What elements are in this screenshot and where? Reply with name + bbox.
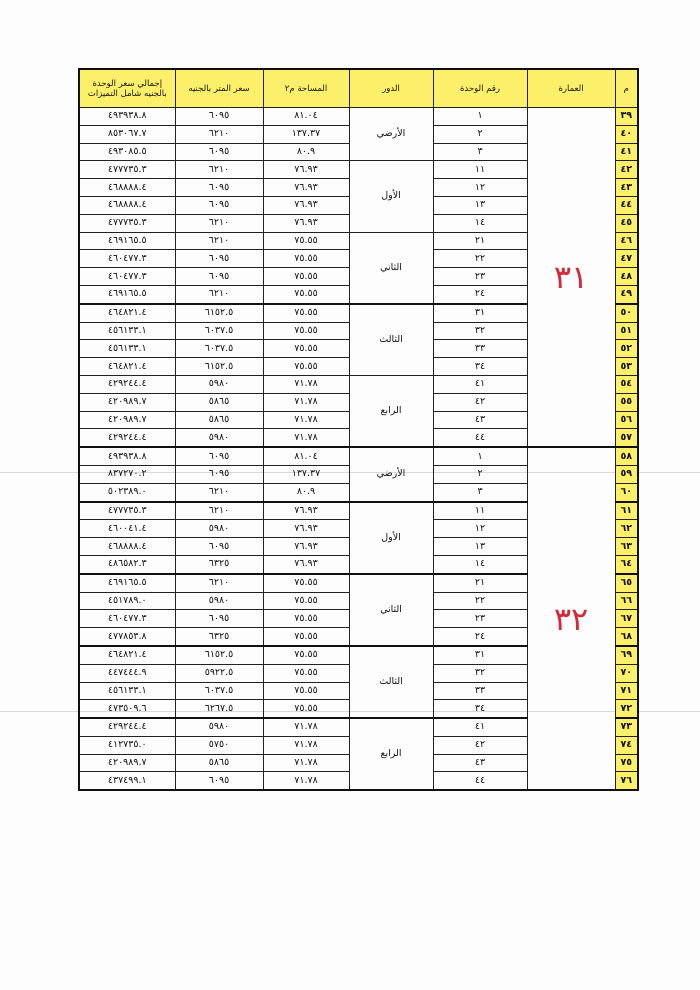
cell-unit-no: ٢٣: [433, 610, 527, 628]
cell-area: ٧١.٧٨: [263, 754, 349, 772]
cell-meter-price: ٦٢١٠: [175, 502, 263, 520]
cell-unit-no: ٤٢: [433, 393, 527, 411]
cell-unit-no: ٢٤: [433, 628, 527, 646]
cell-unit-no: ٣٣: [433, 340, 527, 358]
cell-m: ٧٤: [615, 736, 638, 754]
cell-area: ٧١.٧٨: [263, 772, 349, 790]
cell-area: ٧٦.٩٣: [263, 179, 349, 197]
cell-area: ٧٥.٥٥: [263, 628, 349, 646]
cell-total: ٤٢٠٩٨٩.٧: [79, 754, 175, 772]
cell-meter-price: ٦٠٣٧.٥: [175, 322, 263, 340]
cell-area: ٧٥.٥٥: [263, 682, 349, 700]
cell-total: ٤٥٦١٣٣.١: [79, 322, 175, 340]
cell-floor: الثالث: [349, 646, 433, 718]
header-row: [79, 69, 638, 108]
cell-meter-price: ٦٢١٠: [175, 125, 263, 143]
cell-unit-no: ٢١: [433, 574, 527, 592]
cell-area: ٧٦.٩٣: [263, 520, 349, 538]
cell-area: ٧٥.٥٥: [263, 250, 349, 268]
cell-area: ٧٥.٥٥: [263, 285, 349, 303]
cell-area: ٧٥.٥٥: [263, 646, 349, 664]
cell-area: ٧٦.٩٣: [263, 538, 349, 556]
cell-area: ٧٥.٥٥: [263, 574, 349, 592]
cell-building: ٣١: [527, 108, 615, 448]
cell-m: ٦٩: [615, 646, 638, 664]
cell-m: ٤٤: [615, 196, 638, 214]
cell-total: ٤٦٨٨٨٨.٤: [79, 179, 175, 197]
cell-meter-price: ٦٢١٠: [175, 232, 263, 250]
cell-m: ٤٦: [615, 232, 638, 250]
cell-total: ٤٢٩٢٤٤.٤: [79, 429, 175, 447]
cell-area: ٨١.٠٤: [263, 108, 349, 126]
cell-meter-price: ٦٢١٠: [175, 161, 263, 179]
header-meter-price: سعر المتر بالجنيه: [175, 69, 263, 108]
cell-unit-no: ٤٢: [433, 736, 527, 754]
cell-area: ٧٥.٥٥: [263, 610, 349, 628]
cell-unit-no: ٤٤: [433, 772, 527, 790]
cell-meter-price: ٦٢١٠: [175, 574, 263, 592]
cell-area: ٧٥.٥٥: [263, 322, 349, 340]
cell-m: ٦٧: [615, 610, 638, 628]
cell-meter-price: ٦٠٩٥: [175, 268, 263, 286]
cell-unit-no: ٤٤: [433, 429, 527, 447]
cell-total: ٤٢٠٩٨٩.٧: [79, 411, 175, 429]
cell-m: ٦٢: [615, 520, 638, 538]
cell-meter-price: ٥٩٢٢.٥: [175, 664, 263, 682]
cell-m: ٣٩: [615, 108, 638, 126]
cell-total: ٨٣٧٢٧٠.٢: [79, 465, 175, 483]
cell-total: ٨٥٣٠٦٧.٧: [79, 125, 175, 143]
cell-unit-no: ١٣: [433, 538, 527, 556]
cell-unit-no: ٢٤: [433, 285, 527, 303]
cell-total: ٤٨٦٥٨٢.٣: [79, 555, 175, 573]
cell-area: ٧٥.٥٥: [263, 700, 349, 718]
cell-area: ٧٦.٩٣: [263, 555, 349, 573]
cell-area: ٨٠.٩: [263, 143, 349, 161]
cell-total: ٤٥٦١٣٣.١: [79, 682, 175, 700]
cell-meter-price: ٦٠٩٥: [175, 538, 263, 556]
cell-total: ٤٩٣٠٨٥.٥: [79, 143, 175, 161]
cell-meter-price: ٦٠٩٥: [175, 179, 263, 197]
cell-floor: الأول: [349, 161, 433, 232]
cell-area: ٨١.٠٤: [263, 447, 349, 465]
cell-floor: الأرضي: [349, 447, 433, 501]
cell-meter-price: ٥٩٨٠: [175, 718, 263, 736]
cell-m: ٦٨: [615, 628, 638, 646]
cell-unit-no: ٣٣: [433, 682, 527, 700]
cell-area: ٨٠.٩: [263, 483, 349, 501]
cell-m: ٤٣: [615, 179, 638, 197]
cell-meter-price: ٦٠٣٧.٥: [175, 682, 263, 700]
cell-total: ٤٢٩٢٤٤.٤: [79, 718, 175, 736]
header-m: م: [615, 69, 638, 108]
cell-unit-no: ٤١: [433, 375, 527, 393]
cell-total: ٤٥٦١٣٣.١: [79, 340, 175, 358]
cell-meter-price: ٦٣٢٥: [175, 628, 263, 646]
cell-total: ٤٦٩١٦٥.٥: [79, 232, 175, 250]
cell-area: ٧٥.٥٥: [263, 358, 349, 376]
cell-unit-no: ٣: [433, 483, 527, 501]
cell-meter-price: ٥٩٨٠: [175, 429, 263, 447]
table-row: [79, 108, 638, 126]
cell-total: ٤٦٠٤٧٧.٣: [79, 250, 175, 268]
cell-m: ٤٥: [615, 214, 638, 232]
cell-area: ٧١.٧٨: [263, 429, 349, 447]
price-table: [78, 68, 639, 791]
cell-total: ٤٦٠٤٧٧.٣: [79, 610, 175, 628]
cell-m: ٤٢: [615, 161, 638, 179]
header-building: العمارة: [527, 69, 615, 108]
header-floor: الدور: [349, 69, 433, 108]
cell-unit-no: ٣٢: [433, 322, 527, 340]
cell-meter-price: ٥٩٨٠: [175, 592, 263, 610]
cell-m: ٧١: [615, 682, 638, 700]
cell-m: ٧٦: [615, 772, 638, 790]
cell-m: ٥٢: [615, 340, 638, 358]
cell-unit-no: ٢٢: [433, 250, 527, 268]
cell-m: ٧٠: [615, 664, 638, 682]
cell-meter-price: ٦٠٩٥: [175, 250, 263, 268]
cell-m: ٥١: [615, 322, 638, 340]
cell-m: ٦١: [615, 502, 638, 520]
cell-building: ٣٢: [527, 447, 615, 790]
cell-floor: الرابع: [349, 375, 433, 447]
cell-area: ٧٥.٥٥: [263, 664, 349, 682]
cell-total: ٤٧٧٧٣٥.٣: [79, 161, 175, 179]
cell-unit-no: ١٢: [433, 520, 527, 538]
cell-meter-price: ٥٩٨٠: [175, 375, 263, 393]
cell-total: ٤٦٤٨٢١.٤: [79, 358, 175, 376]
cell-total: ٤٩٣٩٣٨.٨: [79, 447, 175, 465]
cell-unit-no: ١٤: [433, 555, 527, 573]
cell-unit-no: ١١: [433, 161, 527, 179]
cell-meter-price: ٥٨٦٥: [175, 393, 263, 411]
cell-area: ١٣٧.٣٧: [263, 125, 349, 143]
cell-area: ٧٥.٥٥: [263, 340, 349, 358]
header-area: المساحة م٢: [263, 69, 349, 108]
cell-meter-price: ٦٣٢٥: [175, 555, 263, 573]
cell-total: ٤٦٠٤٧٧.٣: [79, 268, 175, 286]
cell-unit-no: ١٣: [433, 196, 527, 214]
cell-m: ٦٤: [615, 555, 638, 573]
cell-meter-price: ٦٠٩٥: [175, 465, 263, 483]
cell-floor: الثاني: [349, 232, 433, 304]
cell-m: ٥٨: [615, 447, 638, 465]
cell-meter-price: ٥٨٦٥: [175, 411, 263, 429]
cell-total: ٤٢٠٩٨٩.٧: [79, 393, 175, 411]
cell-m: ٤٩: [615, 285, 638, 303]
cell-total: ٤٦٩١٦٥.٥: [79, 285, 175, 303]
cell-m: ٥٠: [615, 304, 638, 322]
header-total: إجمالي سعر الوحدة بالجنيه شامل التميزات: [79, 69, 175, 108]
cell-meter-price: ٦١٥٢.٥: [175, 358, 263, 376]
cell-meter-price: ٦٢١٠: [175, 285, 263, 303]
cell-area: ٧٥.٥٥: [263, 232, 349, 250]
cell-m: ٦٣: [615, 538, 638, 556]
cell-area: ٧٦.٩٣: [263, 502, 349, 520]
cell-total: ٤٦٤٨٢١.٤: [79, 646, 175, 664]
cell-m: ٧٥: [615, 754, 638, 772]
cell-meter-price: ٦٠٩٥: [175, 143, 263, 161]
cell-m: ٧٣: [615, 718, 638, 736]
cell-meter-price: ٦٠٣٧.٥: [175, 340, 263, 358]
cell-meter-price: ٦٠٩٥: [175, 108, 263, 126]
cell-area: ٧٦.٩٣: [263, 196, 349, 214]
cell-meter-price: ٥٧٥٠: [175, 736, 263, 754]
cell-floor: الثالث: [349, 304, 433, 376]
table-row: [79, 447, 638, 465]
cell-total: ٤٦٤٨٢١.٤: [79, 304, 175, 322]
cell-m: ٧٢: [615, 700, 638, 718]
cell-area: ٧٦.٩٣: [263, 214, 349, 232]
cell-m: ٤١: [615, 143, 638, 161]
cell-area: ٧١.٧٨: [263, 718, 349, 736]
cell-total: ٤٤٧٤٤٤.٩: [79, 664, 175, 682]
header-unit-no: رقم الوحدة: [433, 69, 527, 108]
cell-total: ٤٧٧٧٣٥.٣: [79, 214, 175, 232]
cell-unit-no: ٣: [433, 143, 527, 161]
cell-m: ٥٥: [615, 393, 638, 411]
cell-total: ٤٩٣٩٣٨.٨: [79, 108, 175, 126]
cell-total: ٤٣٧٤٩٩.١: [79, 772, 175, 790]
cell-area: ٧١.٧٨: [263, 736, 349, 754]
cell-floor: الرابع: [349, 718, 433, 790]
cell-floor: الأرضي: [349, 108, 433, 161]
cell-unit-no: ١٤: [433, 214, 527, 232]
cell-total: ٥٠٢٣٨٩.٠: [79, 483, 175, 501]
cell-meter-price: ٦٠٩٥: [175, 610, 263, 628]
cell-floor: الأول: [349, 502, 433, 574]
cell-unit-no: ٣٤: [433, 358, 527, 376]
cell-unit-no: ١: [433, 447, 527, 465]
cell-meter-price: ٦٢٦٧.٥: [175, 700, 263, 718]
cell-meter-price: ٦٢١٠: [175, 214, 263, 232]
cell-unit-no: ٣١: [433, 304, 527, 322]
cell-unit-no: ٢: [433, 465, 527, 483]
cell-m: ٤٧: [615, 250, 638, 268]
cell-floor: الثاني: [349, 574, 433, 646]
cell-unit-no: ٣٤: [433, 700, 527, 718]
cell-unit-no: ٢: [433, 125, 527, 143]
cell-m: ٤٨: [615, 268, 638, 286]
cell-total: ٤٦٨٨٨٨.٤: [79, 538, 175, 556]
cell-area: ٧٦.٩٣: [263, 161, 349, 179]
cell-unit-no: ١٢: [433, 179, 527, 197]
cell-meter-price: ٦٠٩٥: [175, 196, 263, 214]
cell-area: ٧١.٧٨: [263, 375, 349, 393]
cell-unit-no: ٤١: [433, 718, 527, 736]
cell-meter-price: ٦٠٩٥: [175, 447, 263, 465]
cell-unit-no: ٤٣: [433, 754, 527, 772]
cell-meter-price: ٥٩٨٠: [175, 520, 263, 538]
cell-unit-no: ٣٢: [433, 664, 527, 682]
cell-area: ٧٥.٥٥: [263, 268, 349, 286]
cell-m: ٤٠: [615, 125, 638, 143]
cell-unit-no: ٤٣: [433, 411, 527, 429]
cell-area: ٧١.٧٨: [263, 393, 349, 411]
cell-meter-price: ٦١٥٢.٥: [175, 304, 263, 322]
cell-m: ٥٧: [615, 429, 638, 447]
cell-total: ٤٦٨٨٨٨.٤: [79, 196, 175, 214]
cell-total: ٤٧٧٨٥٣.٨: [79, 628, 175, 646]
cell-unit-no: ٢٢: [433, 592, 527, 610]
cell-unit-no: ٣١: [433, 646, 527, 664]
cell-unit-no: ٢٣: [433, 268, 527, 286]
cell-area: ٧٥.٥٥: [263, 304, 349, 322]
cell-meter-price: ٦٢١٠: [175, 483, 263, 501]
cell-total: ٤٧٣٥٠٩.٦: [79, 700, 175, 718]
cell-total: ٤٥١٧٨٩.٠: [79, 592, 175, 610]
cell-unit-no: ١١: [433, 502, 527, 520]
cell-m: ٥٦: [615, 411, 638, 429]
cell-m: ٦٠: [615, 483, 638, 501]
cell-total: ٤٢٩٢٤٤.٤: [79, 375, 175, 393]
cell-area: ٧١.٧٨: [263, 411, 349, 429]
cell-unit-no: ١: [433, 108, 527, 126]
cell-total: ٤٦٠٠٤١.٤: [79, 520, 175, 538]
cell-total: ٤١٢٧٣٥.٠: [79, 736, 175, 754]
cell-m: ٥٤: [615, 375, 638, 393]
cell-area: ١٣٧.٣٧: [263, 465, 349, 483]
cell-total: ٤٧٧٧٣٥.٣: [79, 502, 175, 520]
cell-meter-price: ٦١٥٢.٥: [175, 646, 263, 664]
cell-total: ٤٦٩١٦٥.٥: [79, 574, 175, 592]
cell-m: ٥٩: [615, 465, 638, 483]
cell-unit-no: ٢١: [433, 232, 527, 250]
cell-meter-price: ٦٠٩٥: [175, 772, 263, 790]
cell-area: ٧٥.٥٥: [263, 592, 349, 610]
cell-meter-price: ٥٨٦٥: [175, 754, 263, 772]
cell-m: ٦٥: [615, 574, 638, 592]
cell-m: ٥٣: [615, 358, 638, 376]
cell-m: ٦٦: [615, 592, 638, 610]
